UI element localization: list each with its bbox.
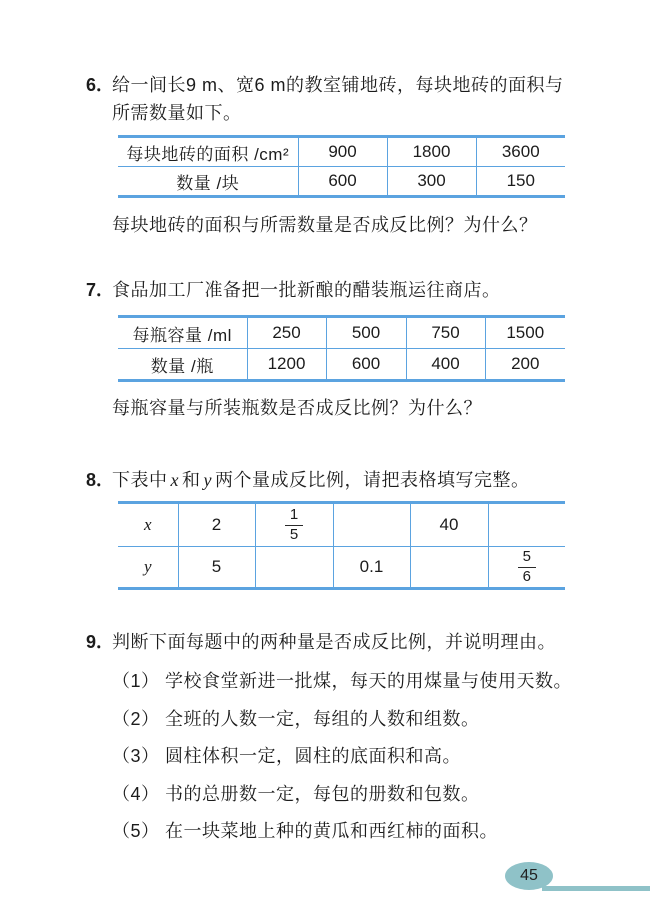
table-row: [118, 317, 565, 349]
table-cell: 400: [406, 349, 485, 381]
exercise-8-title-part: 和: [182, 470, 201, 490]
exercise-7-question: 每瓶容量与所装瓶数是否成反比例？为什么？: [112, 398, 482, 418]
table-header-cell: x: [118, 503, 178, 547]
exercise-9-item-4: （4） 书的总册数一定，每包的册数和包数。: [112, 784, 480, 804]
fraction-denominator: 5: [285, 525, 303, 544]
table-row: [118, 349, 565, 381]
table-header-cell: 数量 /块: [118, 167, 298, 197]
variable-x: x: [170, 470, 179, 490]
table-cell: 200: [485, 349, 565, 381]
table-cell: 500: [326, 317, 406, 349]
exercise-8-table: [118, 501, 565, 590]
exercise-8-number: 8．: [86, 470, 115, 490]
fraction-denominator: 6: [518, 567, 536, 586]
table-cell-empty: [333, 503, 410, 547]
exercise-9-item-3: （3） 圆柱体积一定，圆柱的底面积和高。: [112, 746, 462, 766]
table-header-cell: 每块地砖的面积 /cm²: [118, 137, 298, 167]
fraction: [285, 507, 303, 543]
exercise-6-question: 每块地砖的面积与所需数量是否成反比例？为什么？: [112, 215, 538, 235]
exercise-8-title-part: 两个量成反比例，请把表格填写完整。: [215, 470, 530, 490]
exercise-6-text-line1: 给一间长9 m、宽6 m的教室铺地砖，每块地砖的面积与: [112, 75, 564, 95]
table-cell: 3600: [476, 137, 565, 167]
variable-y: y: [203, 470, 212, 490]
table-cell: 1200: [247, 349, 326, 381]
table-header-cell: y: [118, 547, 178, 589]
table-row: [118, 167, 565, 197]
table-cell: 750: [406, 317, 485, 349]
exercise-7-number: 7．: [86, 280, 115, 300]
exercise-9-number: 9．: [86, 632, 115, 652]
exercise-9-item-2: （2） 全班的人数一定，每组的人数和组数。: [112, 709, 480, 729]
table-cell: 40: [410, 503, 488, 547]
exercise-8-title: [112, 466, 530, 494]
table-cell-empty: [488, 503, 565, 547]
page-number-badge: [505, 862, 553, 890]
exercise-6-text-line2: 所需数量如下。: [112, 103, 242, 123]
fraction-numerator: 1: [289, 506, 299, 523]
table-cell-fraction: [488, 547, 565, 589]
table-cell-fraction: [255, 503, 333, 547]
page-number: 45: [520, 867, 538, 884]
table-header-cell: 数量 /瓶: [118, 349, 247, 381]
table-cell: 900: [298, 137, 387, 167]
exercise-9-item-1: （1） 学校食堂新进一批煤，每天的用煤量与使用天数。: [112, 671, 573, 691]
table-cell: 300: [387, 167, 476, 197]
table-cell-empty: [255, 547, 333, 589]
exercise-7-table: [118, 315, 565, 382]
table-cell: 150: [476, 167, 565, 197]
footer-rule: [542, 886, 650, 891]
table-row: [118, 503, 565, 547]
table-header-cell: 每瓶容量 /ml: [118, 317, 247, 349]
exercise-7-text-line1: 食品加工厂准备把一批新酿的醋装瓶运往商店。: [112, 280, 501, 300]
table-cell: 1500: [485, 317, 565, 349]
table-cell: 1800: [387, 137, 476, 167]
table-cell: 0.1: [333, 547, 410, 589]
exercise-6-table: [118, 135, 565, 198]
table-cell: 600: [298, 167, 387, 197]
fraction-numerator: 5: [522, 548, 531, 565]
exercise-6-number: 6．: [86, 75, 115, 95]
table-cell: 5: [178, 547, 255, 589]
table-cell-empty: [410, 547, 488, 589]
exercise-9-title: 判断下面每题中的两种量是否成反比例，并说明理由。: [112, 632, 556, 652]
fraction: [518, 549, 536, 585]
table-cell: 2: [178, 503, 255, 547]
table-row: [118, 547, 565, 589]
table-row: [118, 137, 565, 167]
exercise-8-title-part: 下表中: [112, 470, 168, 490]
table-cell: 250: [247, 317, 326, 349]
table-cell: 600: [326, 349, 406, 381]
exercise-9-item-5: （5） 在一块菜地上种的黄瓜和西红柿的面积。: [112, 821, 499, 841]
